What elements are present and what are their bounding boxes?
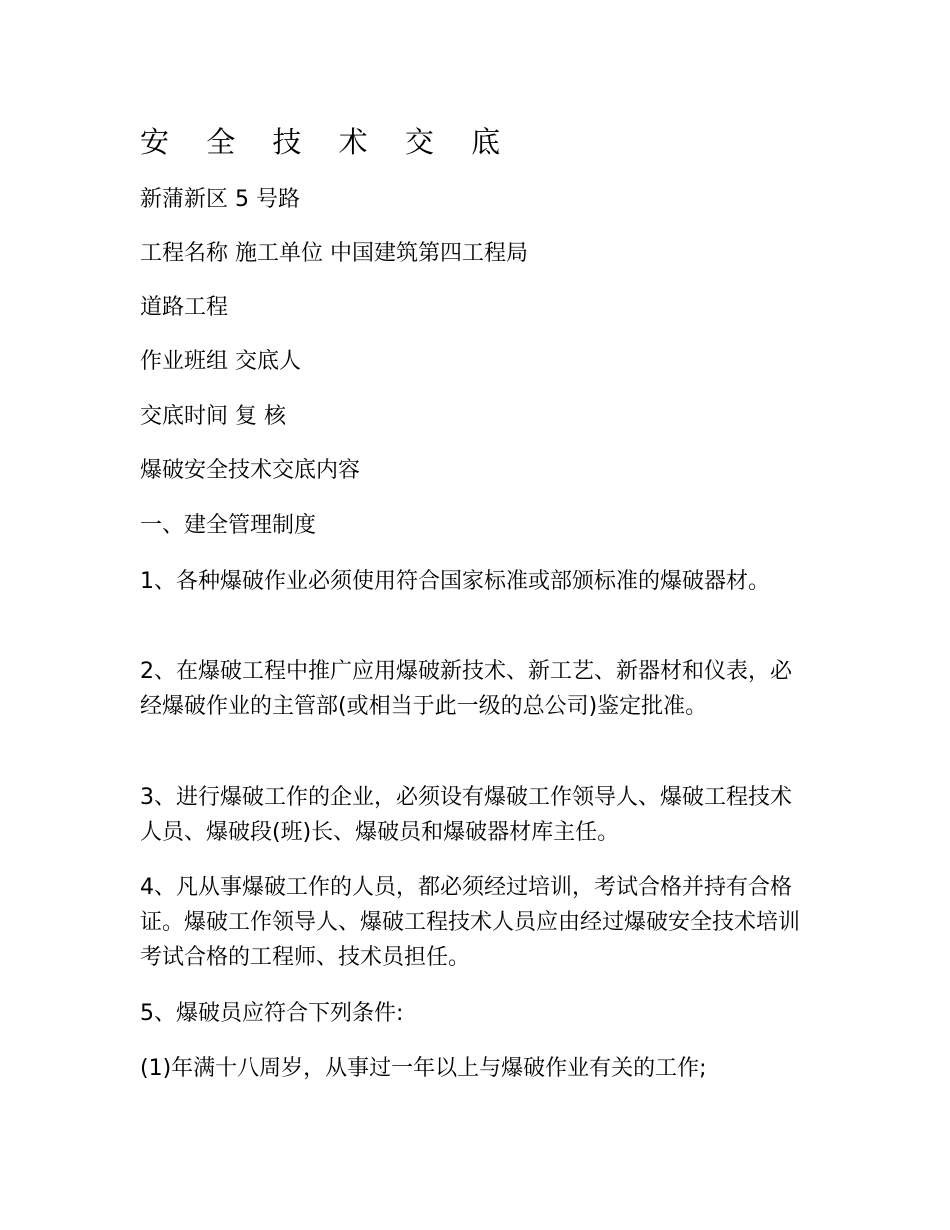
project-type: 道路工程 [140,295,229,320]
document-title: 安 全 技 术 交 底 [140,125,515,159]
content-heading: 爆破安全技术交底内容 [140,458,361,483]
team-line: 作业班组 交底人 [140,349,301,374]
list-item: 2、在爆破工程中推广应用爆破新技术、新工艺、新器材和仪表，必经爆破作业的主管部(或相当于此一级的总公司)鉴定批准。 [140,659,792,719]
list-item: (1)年满十八周岁，从事过一年以上与爆破作业有关的工作; [140,1056,707,1081]
list-item: 5、爆破员应符合下列条件: [140,1001,404,1026]
list-item: 4、凡从事爆破工作的人员，都必须经过培训，考试合格并持有合格证。爆破工作领导人、爆破工程技术人员应由经过爆破安全技术培训考试合格的工程师、技术员担任。 [140,875,801,970]
section-heading: 一、建全管理制度 [140,513,317,538]
project-location: 新蒲新区 5 号路 [140,187,300,212]
project-unit-line: 工程名称 施工单位 中国建筑第四工程局 [140,241,528,266]
list-item: 1、各种爆破作业必须使用符合国家标准或部颁标准的爆破器材。 [140,569,770,594]
time-line: 交底时间 复 核 [140,404,286,429]
list-item: 3、进行爆破工作的企业，必须设有爆破工作领导人、爆破工程技术人员、爆破段(班)长、爆破员和爆破器材库主任。 [140,785,792,845]
